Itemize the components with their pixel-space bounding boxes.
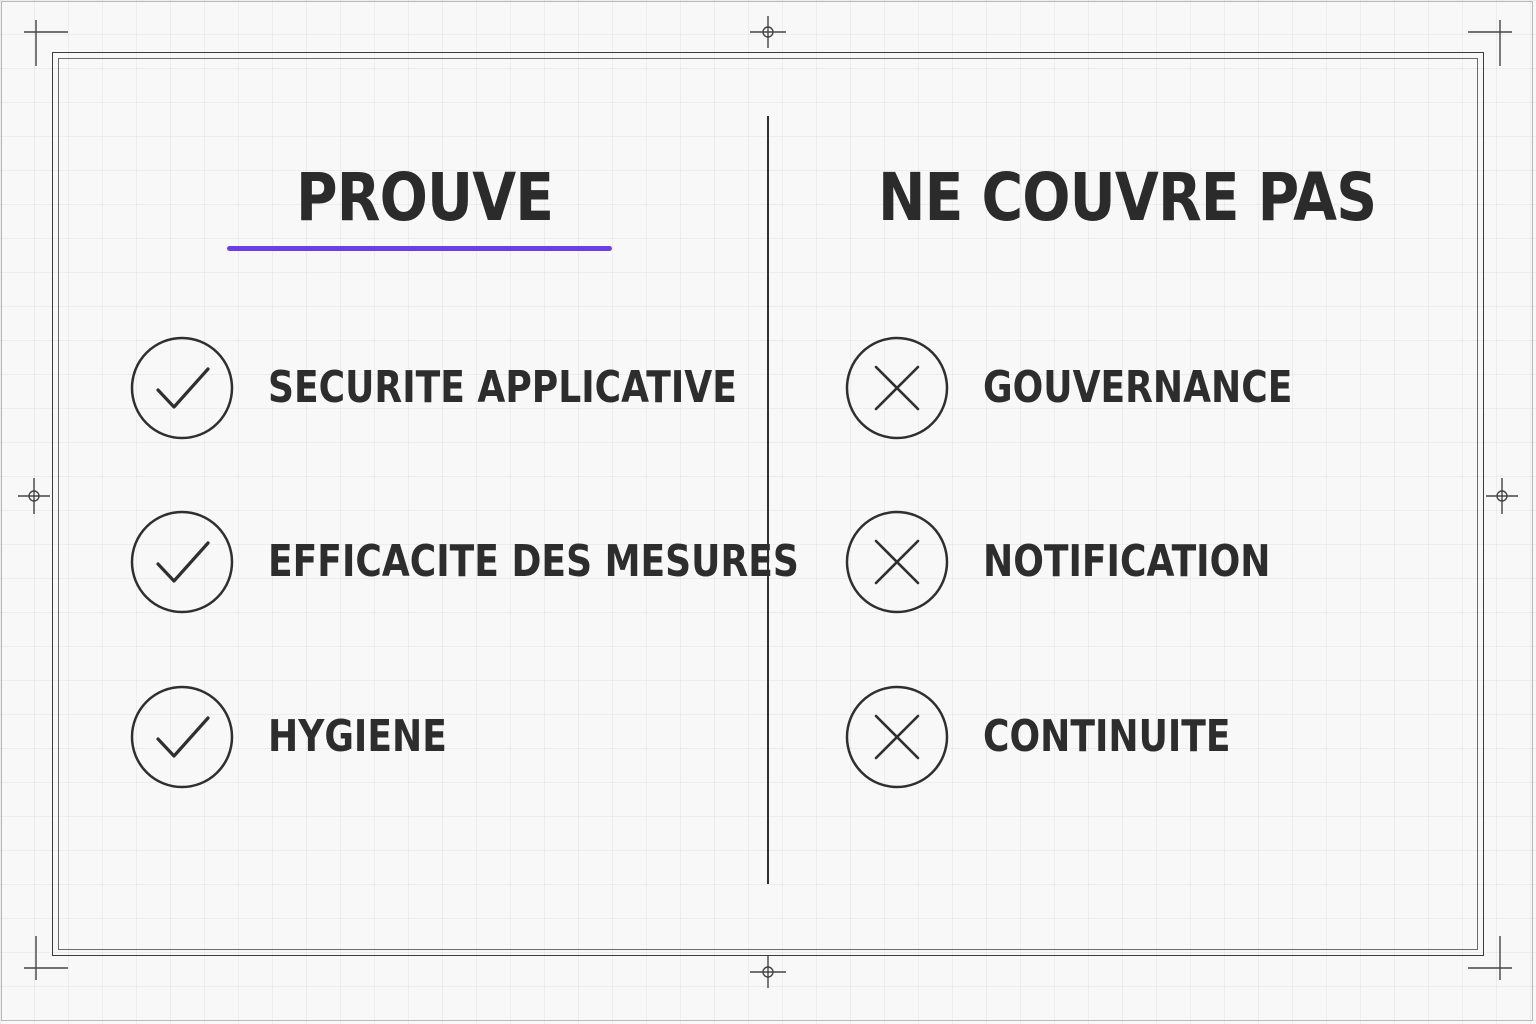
check-circle-icon: [130, 510, 234, 614]
check-circle-icon: [130, 336, 234, 440]
heading-proves: PROUVE: [296, 159, 554, 236]
list-item: [130, 685, 770, 789]
list-item: [130, 510, 799, 614]
item-label: SECURITE APPLICATIVE: [268, 362, 737, 413]
item-label: NOTIFICATION: [983, 536, 1271, 587]
list-item: [845, 685, 1485, 789]
item-label: GOUVERNANCE: [983, 362, 1293, 413]
list-item: [845, 336, 1485, 440]
x-circle-icon: [845, 685, 949, 789]
list-item: [845, 510, 1485, 614]
check-circle-icon: [130, 685, 234, 789]
item-label: EFFICACITE DES MESURES: [268, 536, 799, 587]
heading-does-not-cover: NE COUVRE PAS: [878, 159, 1377, 236]
x-circle-icon: [845, 510, 949, 614]
x-circle-icon: [845, 336, 949, 440]
item-label: HYGIENE: [268, 711, 447, 762]
heading-underline: [227, 246, 612, 251]
list-item: [130, 336, 770, 440]
item-label: CONTINUITE: [983, 711, 1231, 762]
